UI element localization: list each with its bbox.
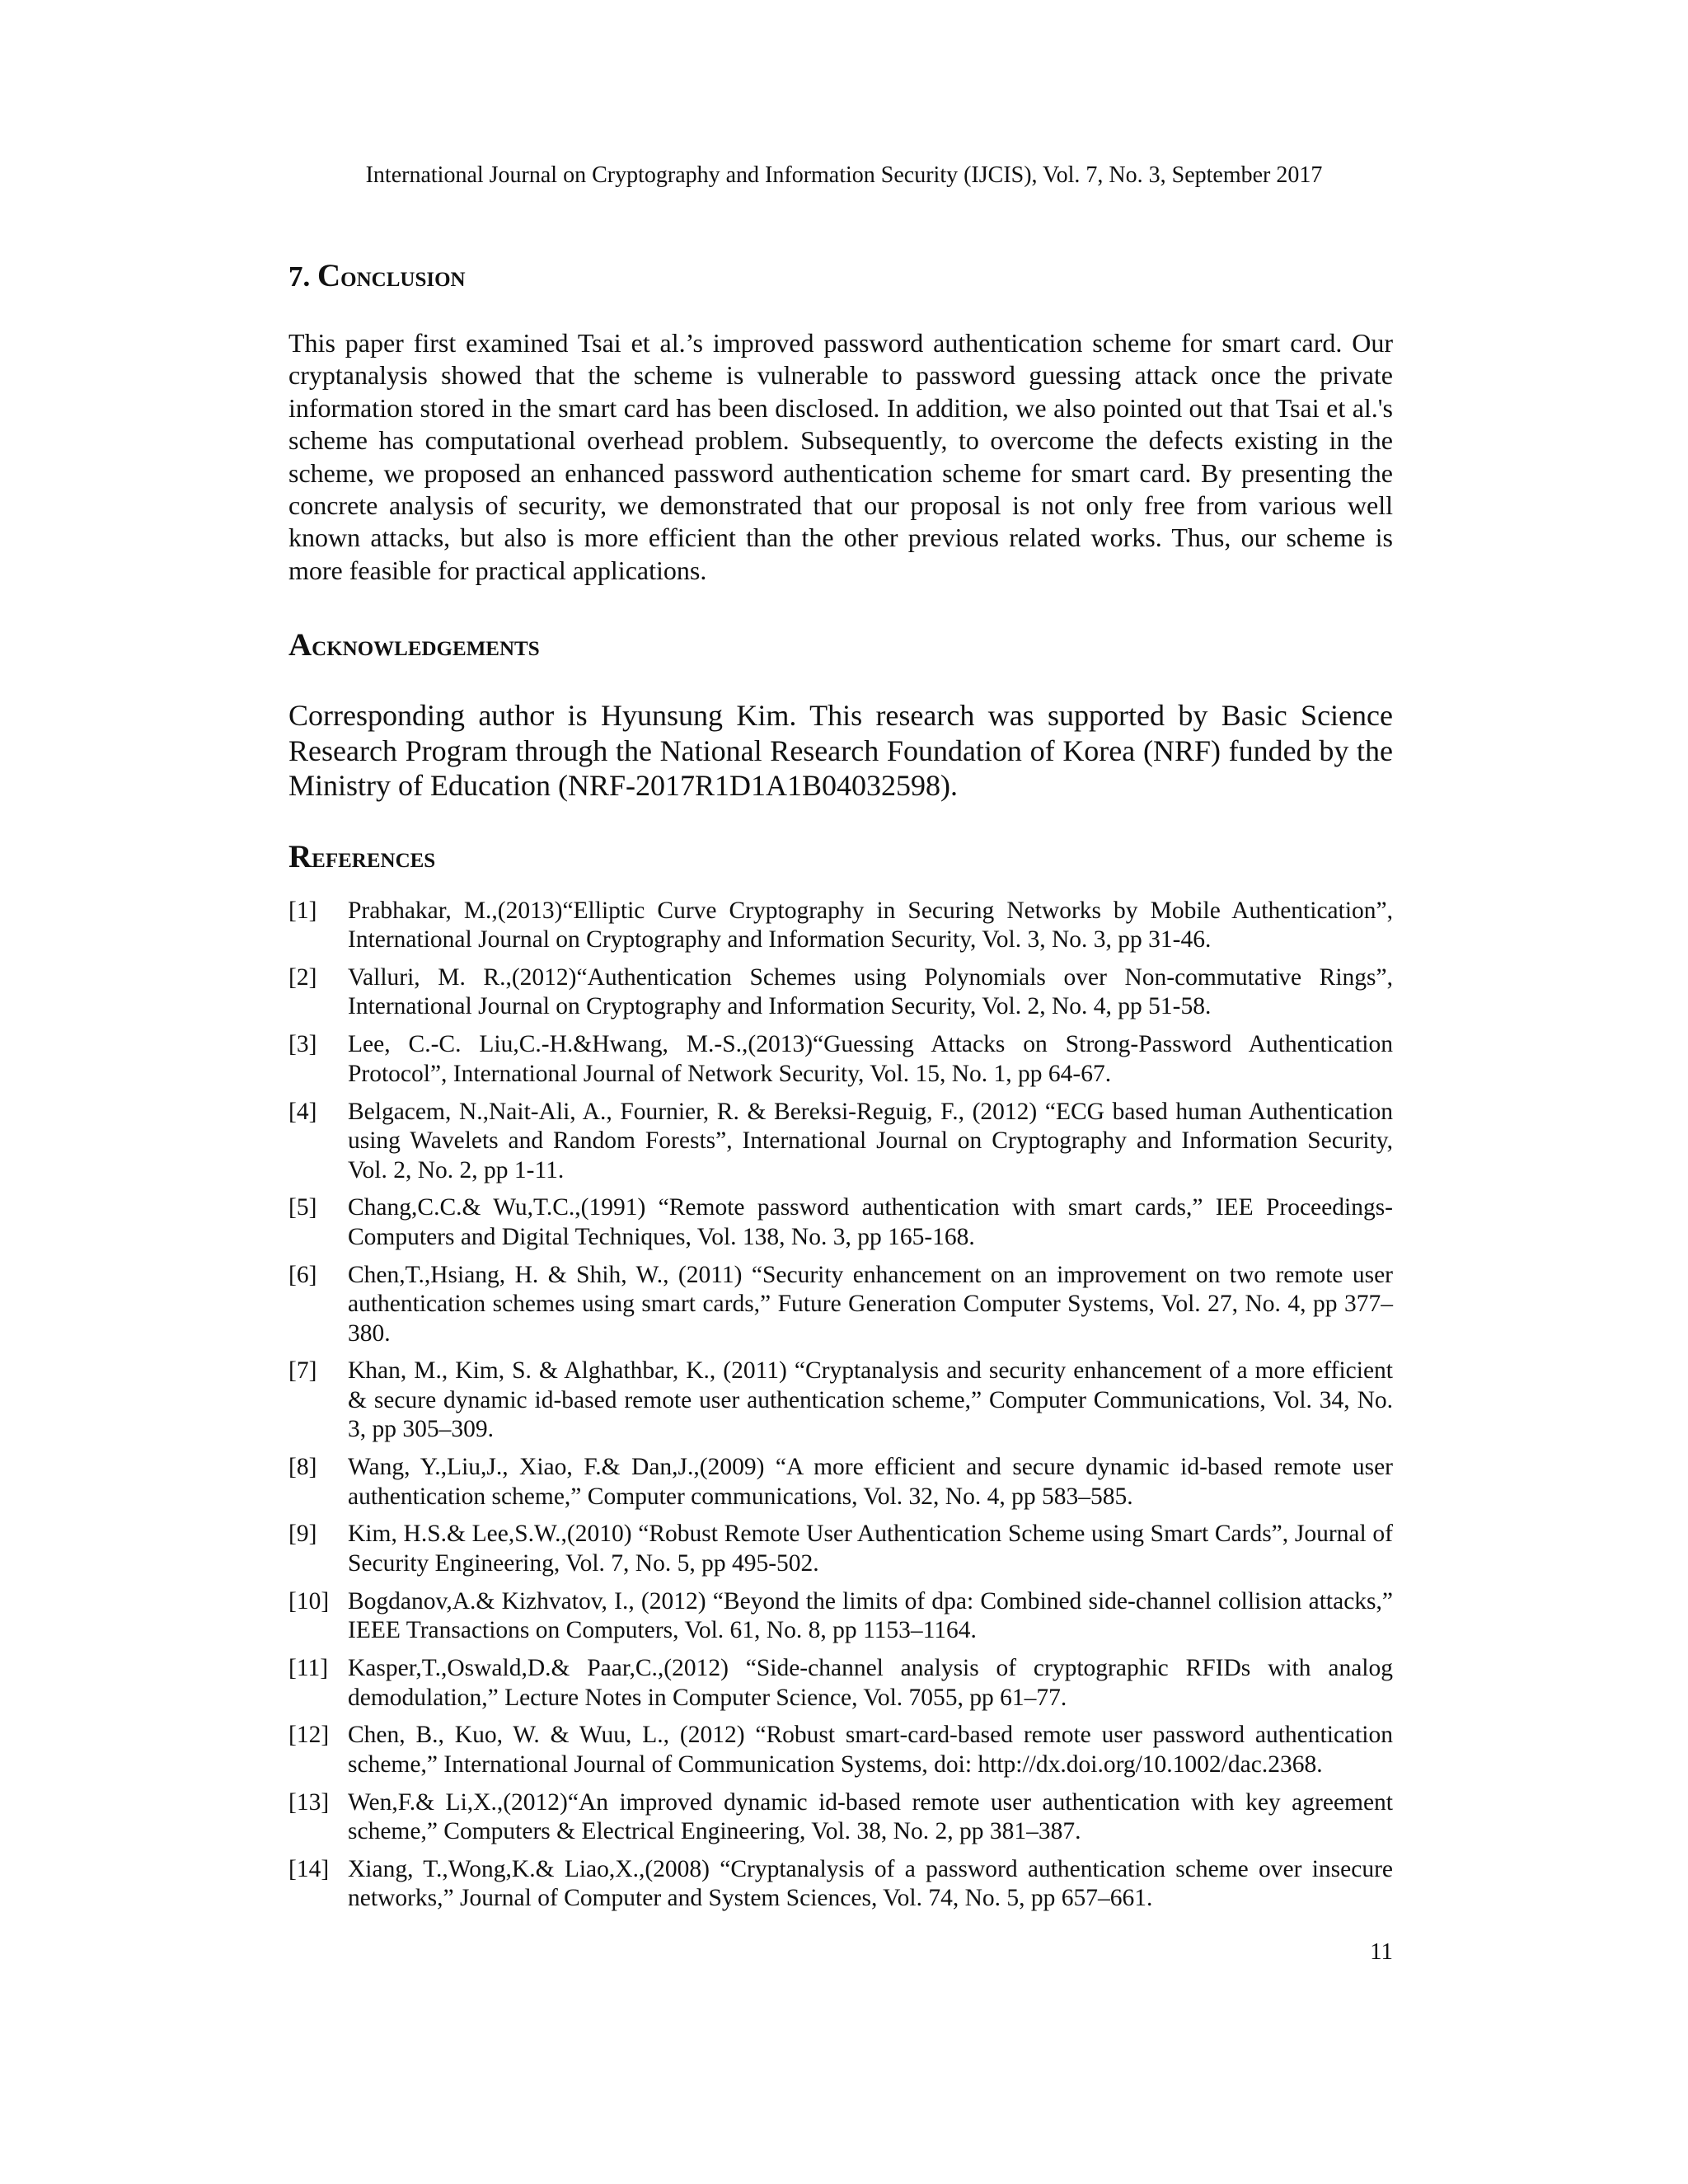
reference-text: Lee, C.-C. Liu,C.-H.&Hwang, M.-S.,(2013)“Guessing Attacks on Strong-Password Authentication Protocol”, International Journal of Network Security, Vol. 15, No. 1, pp 64-67. xyxy=(348,1031,1393,1087)
reference-text: Kim, H.S.& Lee,S.W.,(2010) “Robust Remote User Authentication Scheme using Smart Cards”, Journal of Security Engineering, Vol. 7, No. 5, pp 495-502. xyxy=(348,1521,1393,1577)
conclusion-paragraph: This paper first examined Tsai et al.’s improved password authentication scheme for smart card. Our cryptanalysis showed that the scheme is vulnerable to password guessing attack once the private information stored in the smart card has been disclosed. In addition, we also pointed out that Tsai et al.'s scheme has computational overhead problem. Subsequently, to overcome the defects existing in the scheme, we proposed an enhanced password authentication scheme for smart card. By presenting the concrete analysis of security, we demonstrated that our proposal is not only free from various well known attacks, but also is more efficient than the other previous related works. Thus, our scheme is more feasible for practical applications. xyxy=(288,328,1393,585)
reference-number: [3] xyxy=(288,1031,317,1058)
reference-number: [5] xyxy=(288,1194,317,1221)
reference-item xyxy=(288,963,1393,1022)
reference-text: Khan, M., Kim, S. & Alghathbar, K., (2011) “Cryptanalysis and security enhancement of a more efficient & secure dynamic id-based remote user authentication scheme,” Computer Communications, Vol. 34, No. 3, pp 305–309. xyxy=(348,1357,1393,1443)
reference-item xyxy=(288,1098,1393,1185)
reference-item xyxy=(288,1587,1393,1646)
acknowledgements-paragraph xyxy=(288,698,1393,804)
reference-text: Valluri, M. R.,(2012)“Authentication Schemes using Polynomials over Non-commutative Rings”, International Journal on Cryptography and Information Security, Vol. 2, No. 4, pp 51-58. xyxy=(348,964,1393,1020)
references-heading-initial: R xyxy=(288,838,312,874)
reference-number: [4] xyxy=(288,1098,317,1125)
reference-number: [10] xyxy=(288,1587,330,1615)
reference-number: [12] xyxy=(288,1722,330,1749)
reference-item xyxy=(288,1030,1393,1089)
reference-number: [1] xyxy=(288,897,317,924)
reference-item xyxy=(288,1654,1393,1713)
references-heading-rest: eferences xyxy=(312,841,436,874)
acknowledgements-funding-sentence: This research was supported by Basic Science Research Program through the National Research Foundation of Korea (NRF) funded by the Ministry of Education (NRF-2017R1D1A1B04032598). xyxy=(288,699,1393,803)
reference-number: [14] xyxy=(288,1856,330,1883)
acknowledgements-heading-rest: cknowledgements xyxy=(312,630,540,663)
acknowledgements-heading xyxy=(288,626,1393,665)
reference-number: [13] xyxy=(288,1788,330,1816)
reference-text: Prabhakar, M.,(2013)“Elliptic Curve Cryptography in Securing Networks by Mobile Authentication”, International Journal on Cryptography and Information Security, Vol. 3, No. 3, pp 31-46. xyxy=(348,897,1393,954)
reference-item xyxy=(288,1357,1393,1444)
reference-text: Xiang, T.,Wong,K.& Liao,X.,(2008) “Cryptanalysis of a password authentication scheme over insecure networks,” Journal of Computer and System Sciences, Vol. 74, No. 5, pp 657–661. xyxy=(348,1856,1393,1912)
running-head: International Journal on Cryptography and Information Security (IJCIS), Vol. 7, No. 3, September 2017 xyxy=(365,162,1323,188)
acknowledgements-heading-initial: A xyxy=(288,627,312,663)
reference-list xyxy=(288,897,1393,1914)
reference-text: Kasper,T.,Oswald,D.& Paar,C.,(2012) “Side-channel analysis of cryptographic RFIDs with analog demodulation,” Lecture Notes in Computer Science, Vol. 7055, pp 61–77. xyxy=(348,1655,1393,1711)
references-heading xyxy=(288,838,1393,877)
page-body xyxy=(288,257,1393,1922)
reference-item xyxy=(288,1261,1393,1348)
reference-text: Chen, B., Kuo, W. & Wuu, L., (2012) “Robust smart-card-based remote user password authentication scheme,” International Journal of Communication Systems, doi: http://dx.doi.org/10.1002/dac.2368. xyxy=(348,1722,1393,1778)
reference-number: [8] xyxy=(288,1454,317,1481)
conclusion-heading-rest: onclusion xyxy=(340,260,466,293)
reference-number: [6] xyxy=(288,1261,317,1288)
reference-item xyxy=(288,1453,1393,1511)
reference-item xyxy=(288,1193,1393,1252)
reference-text: Wang, Y.,Liu,J., Xiao, F.& Dan,J.,(2009) “A more efficient and secure dynamic id-based remote user authentication scheme,” Computer communications, Vol. 32, No. 4, pp 583–585. xyxy=(348,1454,1393,1510)
reference-item xyxy=(288,1855,1393,1914)
reference-item xyxy=(288,1520,1393,1578)
page-number: 11 xyxy=(1370,1938,1393,1965)
conclusion-heading xyxy=(288,257,1393,296)
reference-item xyxy=(288,897,1393,955)
reference-text: Wen,F.& Li,X.,(2012)“An improved dynamic id-based remote user authentication with key agreement scheme,” Computers & Electrical Engineering, Vol. 38, No. 2, pp 381–387. xyxy=(348,1788,1393,1845)
reference-item xyxy=(288,1788,1393,1847)
reference-text: Chang,C.C.& Wu,T.C.,(1991) “Remote password authentication with smart cards,” IEE Proceedings-Computers and Digital Techniques, Vol. 138, No. 3, pp 165-168. xyxy=(348,1194,1393,1250)
reference-number: [11] xyxy=(288,1655,329,1682)
reference-number: [7] xyxy=(288,1357,317,1385)
reference-number: [9] xyxy=(288,1521,317,1548)
reference-item xyxy=(288,1721,1393,1779)
conclusion-heading-initial: C xyxy=(317,258,341,293)
reference-text: Bogdanov,A.& Kizhvatov, I., (2012) “Beyond the limits of dpa: Combined side-channel collision attacks,” IEEE Transactions on Computers, Vol. 61, No. 8, pp 1153–1164. xyxy=(348,1587,1393,1644)
reference-number: [2] xyxy=(288,964,317,991)
reference-text: Belgacem, N.,Nait-Ali, A., Fournier, R. & Bereksi-Reguig, F., (2012) “ECG based human Authentication using Wavelets and Random Forests”, International Journal on Cryptography and Information Security, Vol. 2, No. 2, pp 1-11. xyxy=(348,1098,1393,1183)
conclusion-heading-number: 7. xyxy=(288,260,317,293)
acknowledgements-author-sentence: Corresponding author is Hyunsung Kim. xyxy=(288,699,810,733)
reference-text: Chen,T.,Hsiang, H. & Shih, W., (2011) “Security enhancement on an improvement on two remote user authentication schemes using smart cards,” Future Generation Computer Systems, Vol. 27, No. 4, pp 377–380. xyxy=(348,1261,1393,1347)
